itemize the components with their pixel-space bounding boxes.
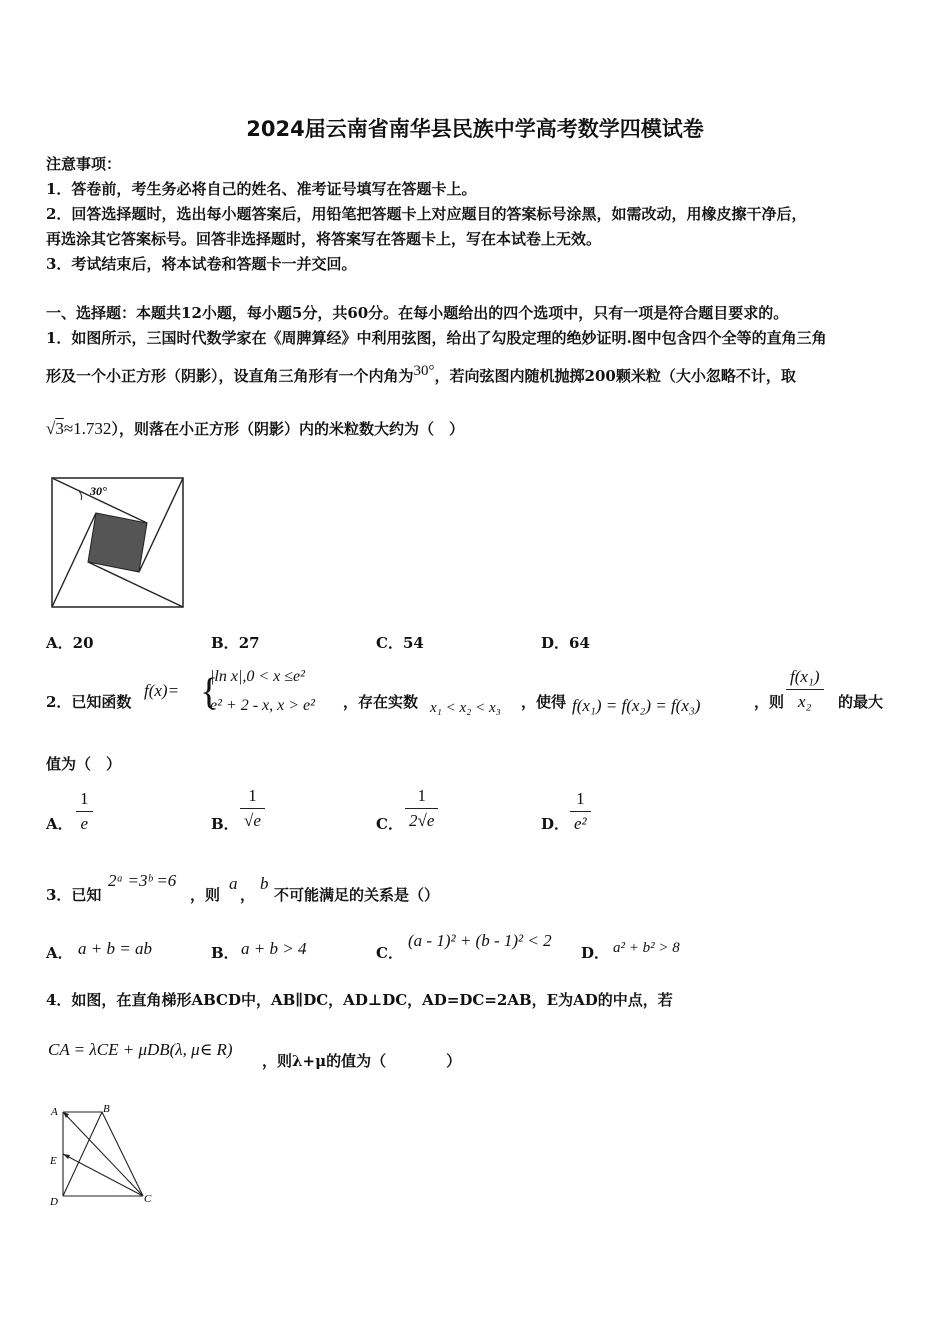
notice-item: 1．答卷前，考生务必将自己的姓名、准考证号填写在答题卡上。 (46, 180, 477, 198)
notice-item: 3．考试结束后，将本试卷和答题卡一并交回。 (46, 255, 357, 273)
q1-option-c: C．54 (376, 634, 424, 652)
page-title: 2024届云南省南华县民族中学高考数学四模试卷 (246, 117, 704, 141)
point-e-label: E (50, 1155, 57, 1167)
q2-prefix: 2．已知函数 (46, 693, 132, 711)
q3-tail: 不可能满足的关系是（） (274, 886, 440, 904)
q3-mid: ，则 (190, 886, 221, 904)
point-b-label: B (103, 1103, 110, 1115)
q3-option-d-label: D． (581, 944, 610, 962)
point-a-label: A (51, 1106, 58, 1118)
q2-case-1: |ln x|,0 < x ≤e² (210, 668, 305, 685)
q3-comma: ， (240, 886, 256, 904)
q3-var-a: a (229, 874, 238, 893)
point-d-label: D (50, 1196, 58, 1208)
q2-mid-1: ，存在实数 (343, 693, 419, 711)
q1-angle: 30° (413, 363, 435, 379)
q4-trapezoid-figure (44, 1100, 164, 1212)
q3-option-d-value: a² + b² > 8 (613, 940, 680, 956)
q1-line2: 形及一个小正方形（阴影），设直角三角形有一个内角为30°，若向弦图内随机抛掷200颗米粒（大小忽略不计，取 (46, 363, 796, 385)
q3-expression: 2ᵃ =3ᵇ =6 (108, 871, 177, 890)
q3-option-a-value: a + b = ab (78, 939, 152, 958)
notice-item: 2．回答选择题时，选出每小题答案后，用铅笔把答题卡上对应题目的答案标号涂黑，如需改动，用橡皮擦干净后， (46, 205, 807, 223)
q2-option-b-label: B． (211, 815, 239, 833)
q2-option-d-fraction: $\frac{1}{\text{e²}}$ (570, 789, 591, 834)
q3-option-b-label: B． (211, 944, 239, 962)
q2-line-2: 值为（ ） (46, 755, 122, 773)
q3-option-b-value: a + b > 4 (241, 939, 307, 958)
q4-line-1: 4．如图，在直角梯形ABCD中，AB∥DC，AD⊥DC，AD=DC=2AB，E为AD的中点，若 (46, 991, 673, 1009)
q2-mid-3: ，则 (754, 693, 785, 711)
q1-option-d: D．64 (541, 634, 590, 652)
q4-expression: CA = λCE + μDB(λ, μ∈ R) (48, 1040, 233, 1059)
point-c-label: C (144, 1193, 152, 1205)
q3-prefix: 3．已知 (46, 886, 102, 904)
q2-ratio: $\frac{\text{f(x₁)}}{\text{x₂}}$ (786, 667, 824, 712)
section-heading: 一、选择题：本题共12小题，每小题5分，共60分。在每小题给出的四个选项中，只有一项是符合题目要求的。 (46, 304, 789, 322)
notice-item: 再选涂其它答案标号。回答非选择题时，将答案写在答题卡上，写在本试卷上无效。 (46, 230, 602, 248)
q2-equation: f(x₁) = f(x₂) = f(x₃) (572, 696, 701, 715)
q1-line3: √3≈1.732），则落在小正方形（阴影）内的米粒数大约为（ ） (46, 419, 464, 438)
q3-option-c-value: (a - 1)² + (b - 1)² < 2 (408, 931, 552, 950)
q2-option-b-fraction: $\frac{1}{√e}$ (240, 786, 265, 831)
q2-tail: 的最大 (838, 693, 884, 711)
q2-option-c-fraction: $\frac{1}{2√e}$ (405, 786, 438, 831)
q2-order: x₁ < x₂ < x₃ (430, 700, 501, 716)
q3-option-c-label: C． (376, 944, 403, 962)
q2-option-a-label: A． (46, 815, 73, 833)
q1-option-b: B．27 (211, 634, 260, 652)
q3-var-b: b (260, 874, 269, 893)
q3-option-a-label: A． (46, 944, 73, 962)
q1-chord-figure (50, 476, 186, 610)
q2-option-d-label: D． (541, 815, 570, 833)
q2-case-2: e² + 2 - x, x > e² (210, 697, 315, 714)
q2-function-name: f(x)= (144, 681, 180, 700)
notice-heading: 注意事项： (46, 155, 122, 173)
q1-figure-angle-label: 30° (90, 484, 107, 498)
q2-brace: { (200, 671, 219, 713)
q2-mid-2: ，使得 (521, 693, 567, 711)
q2-option-c-label: C． (376, 815, 403, 833)
q1-line1: 1．如图所示，三国时代数学家在《周脾算经》中利用弦图，给出了勾股定理的绝妙证明.图中包含四个全等的直角三角 (46, 329, 827, 347)
q2-option-a-fraction: $\frac{1}{e}$ (76, 789, 93, 834)
q1-option-a: A．20 (46, 634, 94, 652)
q4-tail: ，则λ+μ的值为（ ） (262, 1052, 462, 1070)
